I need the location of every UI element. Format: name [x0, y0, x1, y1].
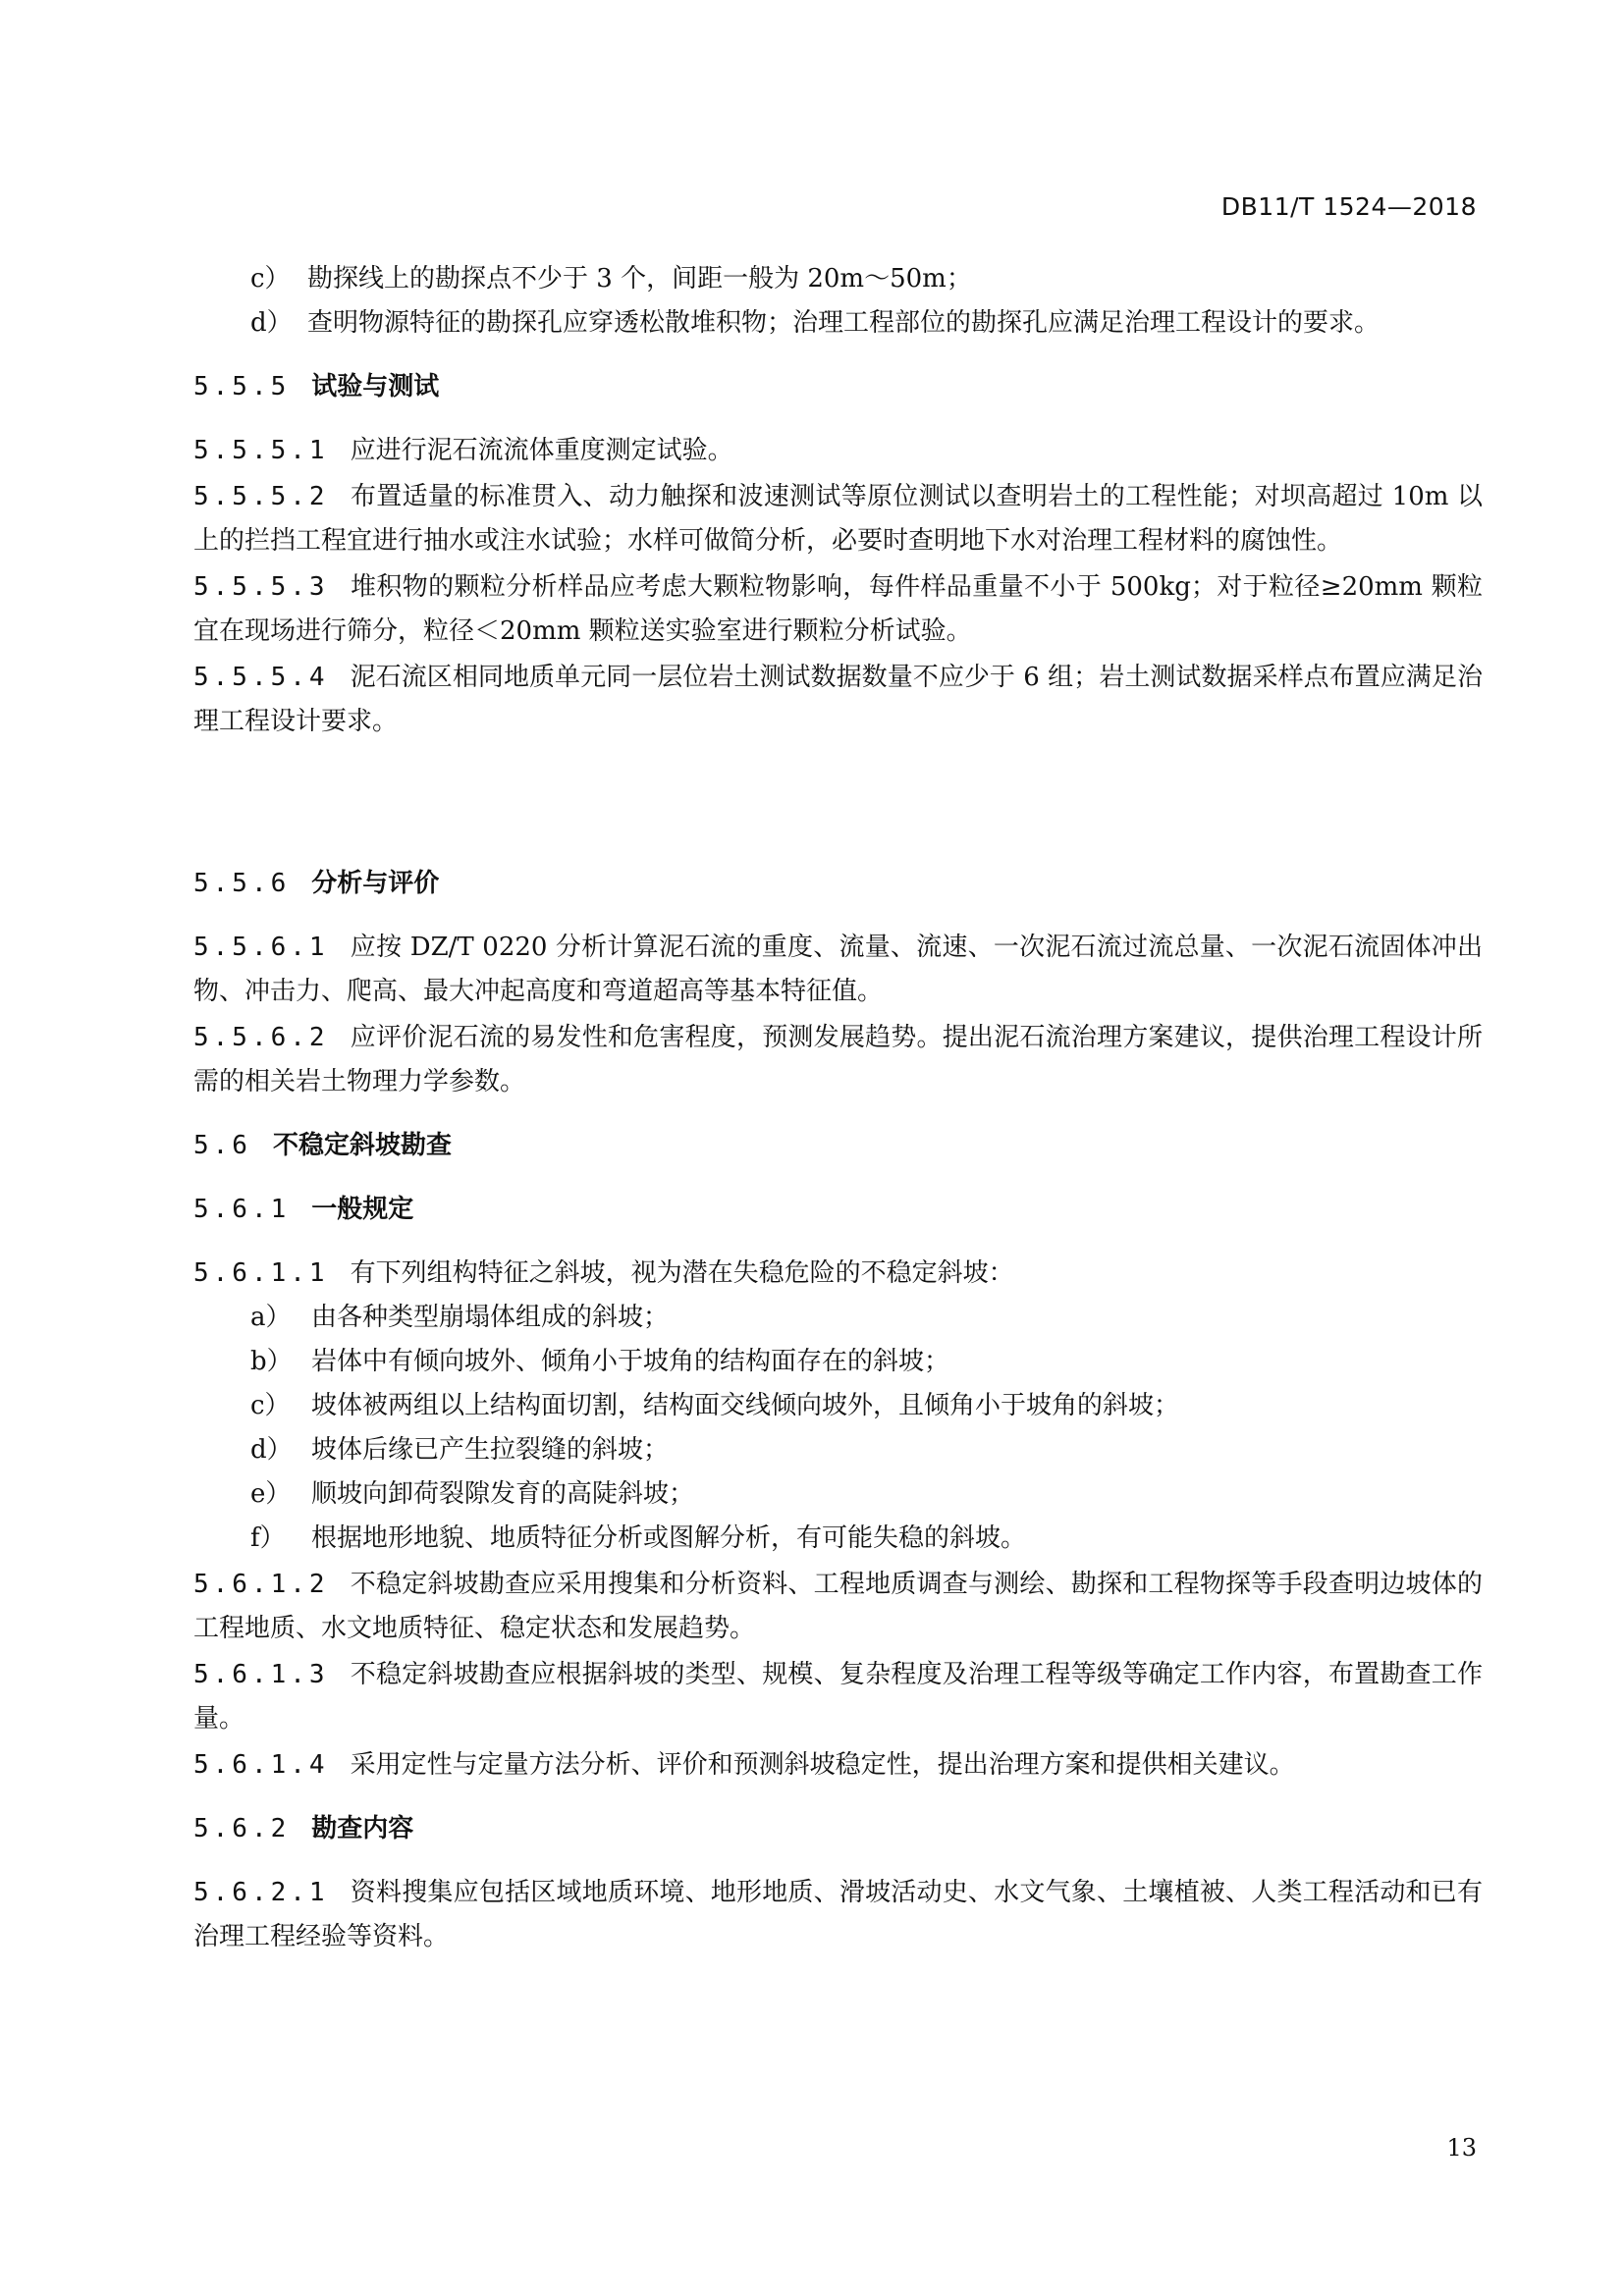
section-heading-5-6-2 — [193, 1807, 1483, 1851]
list-text: 顺坡向卸荷裂隙发育的高陡斜坡； — [311, 1479, 695, 1509]
document-code-header: DB11/T 1524—2018 — [1220, 192, 1477, 221]
clause-number: 5.5.6.1 — [193, 933, 329, 962]
list-item-d — [193, 301, 1483, 346]
clause-5-5-5-4 — [193, 656, 1483, 744]
clause-text: 应进行泥石流流体重度测定试验。 — [350, 436, 733, 465]
list-marker: b） — [250, 1347, 293, 1376]
section-title: 分析与评价 — [311, 869, 440, 898]
clause-5-5-5-2 — [193, 475, 1483, 563]
list-text: 坡体后缘已产生拉裂缝的斜坡； — [311, 1435, 670, 1465]
section-number: 5.5.5 — [193, 372, 291, 401]
list-marker: c） — [250, 264, 291, 294]
clause-number: 5.5.5.1 — [193, 436, 329, 465]
clause-number: 5.6.1.2 — [193, 1570, 329, 1599]
list-text: 勘探线上的勘探点不少于 3 个，间距一般为 20m～50m； — [307, 264, 972, 294]
list-item-c — [193, 1384, 1483, 1428]
clause-text: 泥石流区相同地质单元同一层位岩土测试数据数量不应少于 6 组；岩土测试数据采样点布置应满足治理工程设计要求。 — [193, 663, 1483, 736]
list-marker: d） — [250, 1435, 293, 1465]
section-heading-5-5-6 — [193, 862, 1483, 906]
list-item-f — [193, 1517, 1483, 1561]
section-title: 试验与测试 — [311, 372, 440, 401]
clause-text: 布置适量的标准贯入、动力触探和波速测试等原位测试以查明岩土的工程性能；对坝高超过 10m 以上的拦挡工程宜进行抽水或注水试验；水样可做简分析，必要时查明地下水对治理工程材料的腐蚀性。 — [193, 482, 1483, 556]
clause-number: 5.6.1.1 — [193, 1258, 329, 1288]
page-content — [193, 247, 1483, 1959]
clause-5-6-1-4 — [193, 1743, 1483, 1788]
list-item-e — [193, 1472, 1483, 1517]
clause-number: 5.6.1.4 — [193, 1750, 329, 1780]
list-item-d — [193, 1428, 1483, 1472]
clause-text: 应评价泥石流的易发性和危害程度，预测发展趋势。提出泥石流治理方案建议，提供治理工程设计所需的相关岩土物理力学参数。 — [193, 1023, 1483, 1096]
clause-text: 资料搜集应包括区域地质环境、地形地质、滑坡活动史、水文气象、土壤植被、人类工程活动和已有治理工程经验等资料。 — [193, 1878, 1483, 1951]
clause-text: 不稳定斜坡勘查应根据斜坡的类型、规模、复杂程度及治理工程等级等确定工作内容，布置勘查工作量。 — [193, 1660, 1483, 1734]
section-title: 不稳定斜坡勘查 — [272, 1131, 452, 1160]
list-text: 查明物源特征的勘探孔应穿透松散堆积物；治理工程部位的勘探孔应满足治理工程设计的要求。 — [307, 308, 1380, 338]
clause-number: 5.5.5.2 — [193, 482, 329, 511]
clause-5-6-1-3 — [193, 1653, 1483, 1741]
section-number: 5.6 — [193, 1131, 251, 1160]
clause-text: 不稳定斜坡勘查应采用搜集和分析资料、工程地质调查与测绘、勘探和工程物探等手段查明边坡体的工程地质、水文地质特征、稳定状态和发展趋势。 — [193, 1570, 1483, 1643]
clause-text: 堆积物的颗粒分析样品应考虑大颗粒物影响，每件样品重量不小于 500kg；对于粒径≥20mm 颗粒宜在现场进行筛分，粒径＜20mm 颗粒送实验室进行颗粒分析试验。 — [193, 572, 1483, 646]
list-text: 岩体中有倾向坡外、倾角小于坡角的结构面存在的斜坡； — [311, 1347, 950, 1376]
clause-text: 采用定性与定量方法分析、评价和预测斜坡稳定性，提出治理方案和提供相关建议。 — [350, 1750, 1295, 1780]
list-item-b — [193, 1340, 1483, 1384]
clause-5-5-5-3 — [193, 565, 1483, 654]
list-text: 坡体被两组以上结构面切割，结构面交线倾向坡外，且倾角小于坡角的斜坡； — [311, 1391, 1180, 1420]
section-heading-5-6-1 — [193, 1188, 1483, 1232]
list-marker: a） — [250, 1303, 292, 1332]
list-marker: c） — [250, 1391, 291, 1420]
clause-5-5-6-2 — [193, 1016, 1483, 1104]
clause-text: 有下列组构特征之斜坡，视为潜在失稳危险的不稳定斜坡： — [350, 1258, 1014, 1288]
clause-number: 5.5.5.3 — [193, 572, 329, 602]
clause-5-6-2-1 — [193, 1871, 1483, 1959]
list-text: 由各种类型崩塌体组成的斜坡； — [311, 1303, 670, 1332]
section-heading-5-6 — [193, 1124, 1483, 1168]
section-title: 一般规定 — [311, 1195, 414, 1224]
section-number: 5.6.2 — [193, 1814, 291, 1843]
section-title: 勘查内容 — [311, 1814, 414, 1843]
page-number: 13 — [1446, 2134, 1477, 2162]
list-text: 根据地形地貌、地质特征分析或图解分析，有可能失稳的斜坡。 — [311, 1523, 1027, 1553]
clause-5-5-5-1 — [193, 429, 1483, 473]
clause-5-5-6-1 — [193, 926, 1483, 1014]
clause-text: 应按 DZ/T 0220 分析计算泥石流的重度、流量、流速、一次泥石流过流总量、一次泥石流固体冲出物、冲击力、爬高、最大冲起高度和弯道超高等基本特征值。 — [193, 933, 1483, 1006]
clause-number: 5.5.6.2 — [193, 1023, 329, 1052]
list-marker: e） — [250, 1479, 292, 1509]
section-number: 5.5.6 — [193, 869, 291, 898]
section-number: 5.6.1 — [193, 1195, 291, 1224]
clause-number: 5.6.1.3 — [193, 1660, 329, 1689]
list-marker: d） — [250, 308, 293, 338]
list-item-c — [193, 257, 1483, 301]
clause-number: 5.6.2.1 — [193, 1878, 329, 1907]
clause-number: 5.5.5.4 — [193, 663, 329, 692]
list-item-a — [193, 1296, 1483, 1340]
clause-5-6-1-1 — [193, 1252, 1483, 1296]
section-heading-5-5-5 — [193, 365, 1483, 409]
list-marker: f） — [250, 1523, 286, 1553]
clause-5-6-1-2 — [193, 1563, 1483, 1651]
